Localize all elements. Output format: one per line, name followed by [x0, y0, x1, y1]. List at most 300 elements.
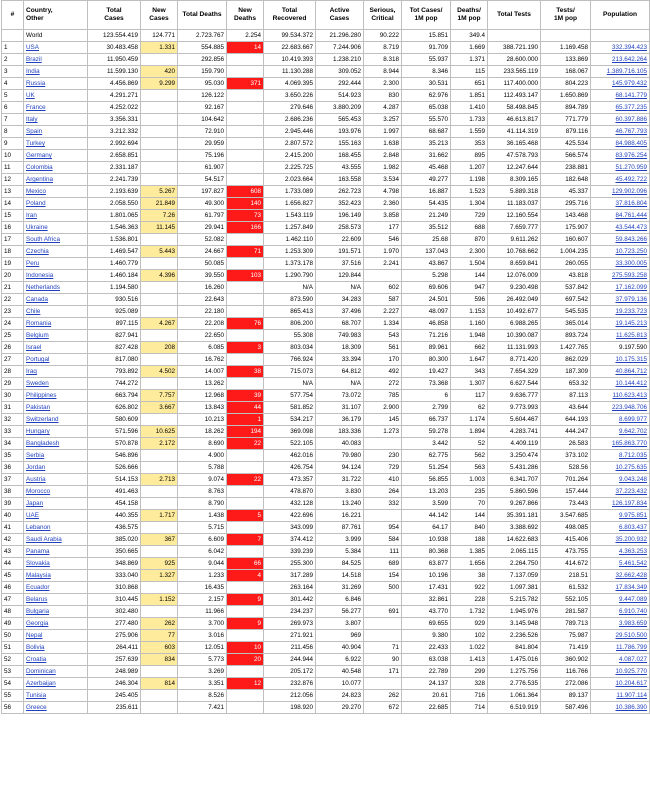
table-row: [2, 534, 650, 546]
cell-population[interactable]: 43.544.473: [591, 222, 650, 234]
cell-population[interactable]: 129.902.096: [591, 186, 650, 198]
cell-active-cases: 68.707: [316, 318, 364, 330]
cell-new-deaths: [227, 522, 264, 534]
cell-population[interactable]: 84.988.405: [591, 138, 650, 150]
column-header-new-cases[interactable]: New Cases: [141, 1, 178, 30]
cell-population[interactable]: 65.377.235: [591, 102, 650, 114]
cell-country[interactable]: Netherlands: [24, 282, 88, 294]
cell-population[interactable]: 17.162.099: [591, 282, 650, 294]
cell-total-deaths: 5.788: [178, 462, 227, 474]
table-row: [2, 354, 650, 366]
cell-country[interactable]: Ecuador: [24, 582, 88, 594]
cell-country[interactable]: Austria: [24, 474, 88, 486]
cell-active-cases: 24.823: [316, 690, 364, 702]
cell-active-cases: 6.922: [316, 654, 364, 666]
table-row: [2, 42, 650, 54]
cell-population[interactable]: 68.141.779: [591, 90, 650, 102]
cell-country[interactable]: Morocco: [24, 486, 88, 498]
column-header-country[interactable]: Country, Other: [24, 1, 88, 30]
cell-new-deaths: [227, 690, 264, 702]
cell-country[interactable]: France: [24, 102, 88, 114]
cell-country[interactable]: Chile: [24, 306, 88, 318]
cell-total-deaths: 16.435: [178, 582, 227, 594]
cell-total-cases: 3.356.331: [88, 114, 141, 126]
cell-population[interactable]: 11.625.813: [591, 330, 650, 342]
cell-new-deaths: 38: [227, 366, 264, 378]
cell-country[interactable]: Panama: [24, 546, 88, 558]
column-header-deaths-per-1m[interactable]: Deaths/ 1M pop: [451, 1, 488, 30]
cell-total-cases: 793.892: [88, 366, 141, 378]
column-header-new-deaths[interactable]: New Deaths: [227, 1, 264, 30]
cell-deaths-per-1m: 235: [451, 486, 488, 498]
cell-country[interactable]: Israel: [24, 342, 88, 354]
cell-deaths-per-1m: 1.559: [451, 126, 488, 138]
column-header-active-cases[interactable]: Active Cases: [316, 1, 364, 30]
cell-active-cases: 749.983: [316, 330, 364, 342]
cell-population[interactable]: 10.144.412: [591, 378, 650, 390]
column-header-serious-critical[interactable]: Serious, Critical: [364, 1, 402, 30]
cell-population[interactable]: 275.593.258: [591, 270, 650, 282]
cell-country[interactable]: Azerbaijan: [24, 678, 88, 690]
cell-population[interactable]: 83.976.254: [591, 150, 650, 162]
table-row: [2, 306, 650, 318]
cell-tests-per-1m: 1.650.869: [541, 90, 591, 102]
cell-population[interactable]: 17.834.349: [591, 582, 650, 594]
table-row: [2, 222, 650, 234]
cell-population[interactable]: 10.386.390: [591, 702, 650, 714]
cell-total-tests: 117.400.000: [488, 78, 541, 90]
cell-country[interactable]: Turkey: [24, 138, 88, 150]
cell-country[interactable]: Bolivia: [24, 642, 88, 654]
cell-tests-per-1m: 528.56: [541, 462, 591, 474]
table-row: [2, 174, 650, 186]
cell-population[interactable]: 1.389.716.105: [591, 66, 650, 78]
column-header-tests-per-1m[interactable]: Tests/ 1M pop: [541, 1, 591, 30]
cell-population[interactable]: 59.843.266: [591, 234, 650, 246]
cell-total-recovered: 2.023.664: [264, 174, 316, 186]
cell-population[interactable]: 45.492.722: [591, 174, 650, 186]
cell-country[interactable]: Argentina: [24, 174, 88, 186]
cell-country[interactable]: Portugal: [24, 354, 88, 366]
cell-population[interactable]: 46.767.793: [591, 126, 650, 138]
cell-country[interactable]: Sweden: [24, 378, 88, 390]
cell-tests-per-1m: 75.987: [541, 630, 591, 642]
cell-serious-critical: 954: [364, 522, 402, 534]
cell-tests-per-1m: 87.113: [541, 390, 591, 402]
cell-total-tests: 11.131.993: [488, 342, 541, 354]
cell-serious-critical: 262: [364, 690, 402, 702]
cell-total-tests: 3.388.692: [488, 522, 541, 534]
cell-new-cases: [141, 150, 178, 162]
cell-tests-per-1m: 879.116: [541, 126, 591, 138]
cell-active-cases: 196.149: [316, 210, 364, 222]
cell-population[interactable]: 110.623.413: [591, 390, 650, 402]
cell-total-deaths: 9.044: [178, 558, 227, 570]
cell-population[interactable]: 35.200.932: [591, 534, 650, 546]
cell-country[interactable]: South Africa: [24, 234, 88, 246]
cell-deaths-per-1m: 117: [451, 390, 488, 402]
cell-country[interactable]: Croatia: [24, 654, 88, 666]
cell-total-tests: 1.275.756: [488, 666, 541, 678]
cell-population: [591, 30, 650, 42]
cell-population[interactable]: 10.723.250: [591, 246, 650, 258]
cell-rank: 23: [2, 306, 24, 318]
table-row: [2, 486, 650, 498]
cell-total-cases: 1.460.184: [88, 270, 141, 282]
table-row: [2, 594, 650, 606]
cell-population[interactable]: 84.761.444: [591, 210, 650, 222]
cell-country[interactable]: Colombia: [24, 162, 88, 174]
cell-active-cases: 258.573: [316, 222, 364, 234]
cell-country[interactable]: Tunisia: [24, 690, 88, 702]
cell-country[interactable]: Russia: [24, 78, 88, 90]
cell-total-tests: 9.267.866: [488, 498, 541, 510]
cell-population[interactable]: 37.223.432: [591, 486, 650, 498]
cell-population[interactable]: 165.863.770: [591, 438, 650, 450]
cell-deaths-per-1m: 1.307: [451, 378, 488, 390]
cell-rank: 55: [2, 690, 24, 702]
cell-tests-per-1m: 545.535: [541, 306, 591, 318]
cell-total-deaths: 12.051: [178, 642, 227, 654]
cell-country[interactable]: Nepal: [24, 630, 88, 642]
cell-total-tests: 1.061.364: [488, 690, 541, 702]
cell-total-cases: 2.058.550: [88, 198, 141, 210]
table-row: [2, 294, 650, 306]
cell-new-deaths: [227, 282, 264, 294]
cell-deaths-per-1m: 102: [451, 630, 488, 642]
cell-new-cases: 1.327: [141, 570, 178, 582]
table-row: [2, 162, 650, 174]
cell-country[interactable]: Canada: [24, 294, 88, 306]
cell-country[interactable]: Belgium: [24, 330, 88, 342]
cell-tests-per-1m: 552.105: [541, 594, 591, 606]
cell-new-cases: 11.145: [141, 222, 178, 234]
cell-country[interactable]: Greece: [24, 702, 88, 714]
cell-rank: 29: [2, 378, 24, 390]
cell-rank: 43: [2, 546, 24, 558]
cell-total-cases: 526.666: [88, 462, 141, 474]
cell-country[interactable]: Slovakia: [24, 558, 88, 570]
cell-new-deaths: 3: [227, 342, 264, 354]
cell-tests-per-1m: 116.766: [541, 666, 591, 678]
cell-country[interactable]: Japan: [24, 498, 88, 510]
cell-country[interactable]: Iraq: [24, 366, 88, 378]
cell-new-cases: [141, 582, 178, 594]
cell-deaths-per-1m: 1.198: [451, 174, 488, 186]
cell-total-tests: 8.659.841: [488, 258, 541, 270]
cell-country[interactable]: UAE: [24, 510, 88, 522]
cell-active-cases: 34.283: [316, 294, 364, 306]
cell-tests-per-1m: 133.869: [541, 54, 591, 66]
cell-population[interactable]: 6.910.740: [591, 606, 650, 618]
cell-rank: 42: [2, 534, 24, 546]
cell-new-cases: 420: [141, 66, 178, 78]
cell-country[interactable]: Peru: [24, 258, 88, 270]
cell-country[interactable]: UK: [24, 90, 88, 102]
cell-new-deaths: [227, 174, 264, 186]
cell-new-deaths: 76: [227, 318, 264, 330]
cell-serious-critical: [364, 438, 402, 450]
cell-country[interactable]: Philippines: [24, 390, 88, 402]
cell-country[interactable]: Malaysia: [24, 570, 88, 582]
cell-active-cases: 262.723: [316, 186, 364, 198]
cell-tests-per-1m: 182.648: [541, 174, 591, 186]
cell-population[interactable]: 19.233.723: [591, 306, 650, 318]
cell-country[interactable]: Bangladesh: [24, 438, 88, 450]
cell-country[interactable]: Brazil: [24, 54, 88, 66]
cell-total-recovered: N/A: [264, 282, 316, 294]
cell-country[interactable]: Saudi Arabia: [24, 534, 88, 546]
cell-deaths-per-1m: 1.371: [451, 54, 488, 66]
cell-rank: 14: [2, 198, 24, 210]
cell-new-deaths: [227, 234, 264, 246]
cell-country[interactable]: Spain: [24, 126, 88, 138]
cell-active-cases: 29.270: [316, 702, 364, 714]
header-row: [2, 1, 650, 30]
cell-total-recovered: 232.876: [264, 678, 316, 690]
column-header-rank[interactable]: #: [2, 1, 24, 30]
cell-population[interactable]: 9.043.248: [591, 474, 650, 486]
cell-total-tests: 5.889.318: [488, 186, 541, 198]
cell-population[interactable]: 4.087.027: [591, 654, 650, 666]
cell-new-cases: 10.625: [141, 426, 178, 438]
cell-population[interactable]: 145.979.432: [591, 78, 650, 90]
cell-population[interactable]: 10.204.617: [591, 678, 650, 690]
cell-population[interactable]: 10.175.315: [591, 354, 650, 366]
cell-population[interactable]: 332.394.423: [591, 42, 650, 54]
cell-country[interactable]: Mexico: [24, 186, 88, 198]
cell-total-recovered: 422.696: [264, 510, 316, 522]
cell-total-recovered: 339.239: [264, 546, 316, 558]
table-row: [2, 138, 650, 150]
cell-total-recovered: 279.646: [264, 102, 316, 114]
column-header-cases-per-1m[interactable]: Tot Cases/ 1M pop: [402, 1, 451, 30]
cell-total-tests: 5.860.596: [488, 486, 541, 498]
cell-total-tests: 2.065.115: [488, 546, 541, 558]
cell-population[interactable]: 9.642.702: [591, 426, 650, 438]
cell-population[interactable]: 19.145.213: [591, 318, 650, 330]
cell-total-recovered: 271.921: [264, 630, 316, 642]
cell-total-deaths: 92.167: [178, 102, 227, 114]
cell-total-deaths: 22.643: [178, 294, 227, 306]
cell-cases-per-1m: 43.770: [402, 606, 451, 618]
cell-country[interactable]: Belarus: [24, 594, 88, 606]
cell-active-cases: 13.240: [316, 498, 364, 510]
cell-cases-per-1m: 24.501: [402, 294, 451, 306]
cell-total-cases: 1.801.065: [88, 210, 141, 222]
cell-country[interactable]: Dominican: [24, 666, 88, 678]
cell-deaths-per-1m: 70: [451, 498, 488, 510]
cell-active-cases: 22.609: [316, 234, 364, 246]
cell-population[interactable]: 9.447.089: [591, 594, 650, 606]
cell-total-cases: 2.992.694: [88, 138, 141, 150]
cell-total-deaths: 16.762: [178, 354, 227, 366]
cell-serious-critical: 785: [364, 390, 402, 402]
cell-active-cases: 193.976: [316, 126, 364, 138]
cell-cases-per-1m: 62.976: [402, 90, 451, 102]
cell-population[interactable]: 5.461.542: [591, 558, 650, 570]
cell-total-cases: 123.554.419: [88, 30, 141, 42]
cell-total-tests: 4.409.119: [488, 438, 541, 450]
cell-population[interactable]: 32.662.428: [591, 570, 650, 582]
cell-tests-per-1m: 473.755: [541, 546, 591, 558]
cell-population[interactable]: 10.275.635: [591, 462, 650, 474]
cell-country[interactable]: Georgia: [24, 618, 88, 630]
cell-serious-critical: 3.534: [364, 174, 402, 186]
cell-total-recovered: 1.253.309: [264, 246, 316, 258]
cell-total-tests: 841.804: [488, 642, 541, 654]
cell-country[interactable]: Switzerland: [24, 414, 88, 426]
cell-total-deaths: 104.642: [178, 114, 227, 126]
cell-rank: 3: [2, 66, 24, 78]
cell-serious-critical: [364, 270, 402, 282]
cell-tests-per-1m: 3.547.685: [541, 510, 591, 522]
cell-active-cases: 87.761: [316, 522, 364, 534]
cell-active-cases: 6.846: [316, 594, 364, 606]
cell-new-deaths: [227, 354, 264, 366]
cell-country[interactable]: Hungary: [24, 426, 88, 438]
cell-total-deaths: 22.180: [178, 306, 227, 318]
cell-cases-per-1m: 91.709: [402, 42, 451, 54]
cell-total-recovered: 269.973: [264, 618, 316, 630]
cell-serious-critical: 672: [364, 702, 402, 714]
column-header-population[interactable]: Population: [591, 1, 650, 30]
cell-deaths-per-1m: 1.647: [451, 354, 488, 366]
cell-country[interactable]: Poland: [24, 198, 88, 210]
cell-population[interactable]: 37.816.804: [591, 198, 650, 210]
table-row: [2, 570, 650, 582]
cell-serious-critical: 8.719: [364, 42, 402, 54]
cell-new-deaths: 39: [227, 390, 264, 402]
cell-new-cases: 2.172: [141, 438, 178, 450]
cell-serious-critical: 584: [364, 534, 402, 546]
cell-deaths-per-1m: 895: [451, 150, 488, 162]
cell-population[interactable]: 9.975.851: [591, 510, 650, 522]
cell-cases-per-1m: 22.685: [402, 702, 451, 714]
column-header-total-cases[interactable]: Total Cases: [88, 1, 141, 30]
table-row: [2, 150, 650, 162]
cell-country[interactable]: Serbia: [24, 450, 88, 462]
column-header-total-recovered[interactable]: Total Recovered: [264, 1, 316, 30]
cell-new-cases: 7.757: [141, 390, 178, 402]
cell-cases-per-1m: 35.512: [402, 222, 451, 234]
cell-active-cases: 129.844: [316, 270, 364, 282]
cell-population[interactable]: 8.712.035: [591, 450, 650, 462]
cell-country[interactable]: Bulgaria: [24, 606, 88, 618]
cell-country[interactable]: Germany: [24, 150, 88, 162]
table-row: [2, 186, 650, 198]
cell-population[interactable]: 213.642.264: [591, 54, 650, 66]
cell-country[interactable]: Lebanon: [24, 522, 88, 534]
cell-country[interactable]: Romania: [24, 318, 88, 330]
table-row: [2, 666, 650, 678]
cell-rank: 19: [2, 258, 24, 270]
cell-deaths-per-1m: 349.4: [451, 30, 488, 42]
cell-total-deaths: 3.269: [178, 666, 227, 678]
cell-population[interactable]: 33.300.005: [591, 258, 650, 270]
cell-new-deaths: 10: [227, 642, 264, 654]
cell-tests-per-1m: 157.444: [541, 486, 591, 498]
cell-new-cases: 925: [141, 558, 178, 570]
cell-rank: 49: [2, 618, 24, 630]
table-row: [2, 474, 650, 486]
cell-cases-per-1m: 56.855: [402, 474, 451, 486]
cell-population[interactable]: 51.270.959: [591, 162, 650, 174]
cell-new-deaths: [227, 114, 264, 126]
cell-country[interactable]: Indonesia: [24, 270, 88, 282]
cell-total-recovered: 211.456: [264, 642, 316, 654]
column-header-total-deaths[interactable]: Total Deaths: [178, 1, 227, 30]
cell-total-tests: 12.160.554: [488, 210, 541, 222]
cell-population[interactable]: 29.510.500: [591, 630, 650, 642]
cell-active-cases: 31.722: [316, 474, 364, 486]
cell-population[interactable]: 6.803.437: [591, 522, 650, 534]
cell-active-cases: 565.453: [316, 114, 364, 126]
cell-population[interactable]: 11.786.799: [591, 642, 650, 654]
cell-new-deaths: 371: [227, 78, 264, 90]
cell-population[interactable]: 37.979.136: [591, 294, 650, 306]
cell-rank: 12: [2, 174, 24, 186]
cell-rank: 47: [2, 594, 24, 606]
cell-cases-per-1m: 62.775: [402, 450, 451, 462]
cell-tests-per-1m: 1.004.235: [541, 246, 591, 258]
cell-population[interactable]: 60.397.886: [591, 114, 650, 126]
cell-country[interactable]: Italy: [24, 114, 88, 126]
cell-population[interactable]: 10.925.770: [591, 666, 650, 678]
cell-population[interactable]: 11.907.114: [591, 690, 650, 702]
cell-tests-per-1m: 187.309: [541, 366, 591, 378]
cell-population[interactable]: 4.363.253: [591, 546, 650, 558]
cell-cases-per-1m: 22.433: [402, 642, 451, 654]
column-header-total-tests[interactable]: Total Tests: [488, 1, 541, 30]
cell-new-deaths: 5: [227, 510, 264, 522]
cell-country[interactable]: Ukraine: [24, 222, 88, 234]
cell-country[interactable]: Iran: [24, 210, 88, 222]
cell-country[interactable]: Jordan: [24, 462, 88, 474]
cell-population[interactable]: 8.699.977: [591, 414, 650, 426]
cell-tests-per-1m: 281.587: [541, 606, 591, 618]
cell-country[interactable]: India: [24, 66, 88, 78]
cell-total-recovered: 1.656.827: [264, 198, 316, 210]
cell-deaths-per-1m: 1.304: [451, 198, 488, 210]
cell-deaths-per-1m: 688: [451, 222, 488, 234]
cell-country[interactable]: USA: [24, 42, 88, 54]
cell-country[interactable]: Czechia: [24, 246, 88, 258]
cell-tests-per-1m: 175.907: [541, 222, 591, 234]
cell-active-cases: 14.518: [316, 570, 364, 582]
cell-serious-critical: 500: [364, 582, 402, 594]
cell-cases-per-1m: 35.213: [402, 138, 451, 150]
cell-new-cases: 814: [141, 678, 178, 690]
cell-country[interactable]: Pakistan: [24, 402, 88, 414]
table-row: [2, 414, 650, 426]
cell-active-cases: 84.525: [316, 558, 364, 570]
cell-population[interactable]: 3.983.659: [591, 618, 650, 630]
cell-population[interactable]: 40.864.712: [591, 366, 650, 378]
cell-cases-per-1m: 10.938: [402, 534, 451, 546]
cell-rank: 9: [2, 138, 24, 150]
cell-total-recovered: 478.870: [264, 486, 316, 498]
cell-new-cases: [141, 546, 178, 558]
cell-population[interactable]: 126.197.834: [591, 498, 650, 510]
cell-total-cases: 1.194.580: [88, 282, 141, 294]
cell-population[interactable]: 223.948.706: [591, 402, 650, 414]
table-row: [2, 102, 650, 114]
cell-total-deaths: 8.763: [178, 486, 227, 498]
cell-total-tests: 7.659.777: [488, 222, 541, 234]
cell-total-cases: 4.456.869: [88, 78, 141, 90]
cell-rank: 22: [2, 294, 24, 306]
